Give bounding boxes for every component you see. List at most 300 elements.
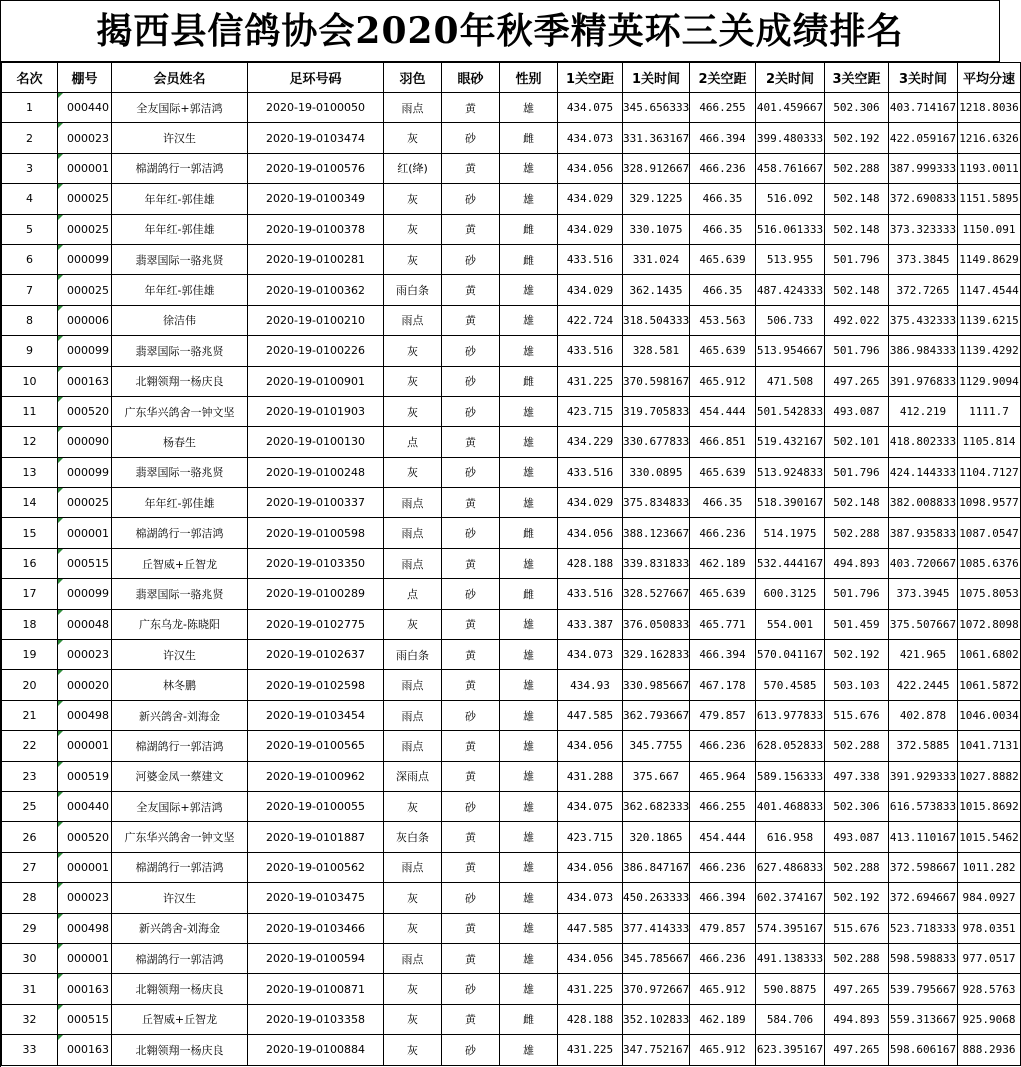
cell-ring-no: 2020-19-0100055	[248, 791, 384, 821]
cell-rank: 29	[2, 913, 58, 943]
cell-loft-no: 000020	[58, 670, 112, 700]
cell-stage3-time: 375.507667	[889, 609, 958, 639]
cell-avg-speed: 1151.5895	[958, 184, 1021, 214]
column-header-sex: 性别	[500, 63, 558, 93]
cell-ring-no: 2020-19-0103350	[248, 548, 384, 578]
cell-stage3-distance: 502.148	[825, 488, 889, 518]
cell-feather-color: 灰	[384, 366, 442, 396]
cell-eye-sand: 砂	[442, 1035, 500, 1065]
column-header-rank: 名次	[2, 63, 58, 93]
cell-stage2-time: 623.395167	[756, 1035, 825, 1065]
cell-loft-no: 000163	[58, 1035, 112, 1065]
table-row	[2, 579, 1021, 609]
cell-rank: 32	[2, 1004, 58, 1034]
cell-eye-sand: 黄	[442, 153, 500, 183]
cell-sex: 雌	[500, 214, 558, 244]
cell-sex: 雌	[500, 518, 558, 548]
cell-stage2-time: 399.480333	[756, 123, 825, 153]
cell-sex: 雌	[500, 244, 558, 274]
cell-stage1-distance: 434.029	[558, 275, 623, 305]
cell-rank: 16	[2, 548, 58, 578]
cell-stage3-distance: 502.148	[825, 184, 889, 214]
cell-stage2-distance: 462.189	[690, 548, 756, 578]
cell-rank: 11	[2, 396, 58, 426]
cell-stage2-time: 616.958	[756, 822, 825, 852]
cell-stage3-distance: 502.306	[825, 93, 889, 123]
cell-stage3-time: 382.008833	[889, 488, 958, 518]
cell-eye-sand: 砂	[442, 883, 500, 913]
cell-feather-color: 灰	[384, 1035, 442, 1065]
cell-rank: 10	[2, 366, 58, 396]
cell-avg-speed: 1150.091	[958, 214, 1021, 244]
column-header-stage3-time: 3关时间	[889, 63, 958, 93]
cell-stage2-distance: 465.964	[690, 761, 756, 791]
cell-stage3-time: 372.694667	[889, 883, 958, 913]
cell-stage3-time: 386.984333	[889, 336, 958, 366]
cell-stage3-distance: 501.796	[825, 244, 889, 274]
cell-eye-sand: 砂	[442, 123, 500, 153]
cell-stage1-distance: 428.188	[558, 548, 623, 578]
table-row	[2, 396, 1021, 426]
table-row	[2, 913, 1021, 943]
cell-avg-speed: 1041.7131	[958, 731, 1021, 761]
cell-loft-no: 000515	[58, 1004, 112, 1034]
cell-stage2-distance: 465.912	[690, 366, 756, 396]
table-row	[2, 427, 1021, 457]
cell-stage3-time: 598.606167	[889, 1035, 958, 1065]
cell-ring-no: 2020-19-0103454	[248, 700, 384, 730]
cell-avg-speed: 888.2936	[958, 1035, 1021, 1065]
cell-feather-color: 灰	[384, 123, 442, 153]
cell-loft-no: 000519	[58, 761, 112, 791]
cell-loft-no: 000498	[58, 913, 112, 943]
cell-stage2-time: 589.156333	[756, 761, 825, 791]
cell-loft-no: 000520	[58, 822, 112, 852]
cell-stage1-time: 377.414333	[623, 913, 690, 943]
cell-stage3-distance: 502.288	[825, 153, 889, 183]
cell-stage2-time: 401.468833	[756, 791, 825, 821]
cell-ring-no: 2020-19-0100130	[248, 427, 384, 457]
cell-sex: 雄	[500, 913, 558, 943]
cell-stage2-distance: 466.35	[690, 488, 756, 518]
cell-stage2-distance: 466.236	[690, 518, 756, 548]
cell-stage1-time: 375.834833	[623, 488, 690, 518]
cell-feather-color: 雨点	[384, 670, 442, 700]
cell-ring-no: 2020-19-0100598	[248, 518, 384, 548]
cell-sex: 雄	[500, 457, 558, 487]
cell-avg-speed: 925.9068	[958, 1004, 1021, 1034]
cell-stage2-distance: 465.771	[690, 609, 756, 639]
table-row	[2, 822, 1021, 852]
cell-stage3-distance: 502.288	[825, 518, 889, 548]
cell-stage3-time: 372.598667	[889, 852, 958, 882]
table-row	[2, 731, 1021, 761]
cell-avg-speed: 1147.4544	[958, 275, 1021, 305]
cell-member-name: 新兴鸽舍-刘海金	[112, 913, 248, 943]
table-row	[2, 974, 1021, 1004]
cell-stage2-time: 519.432167	[756, 427, 825, 457]
cell-loft-no: 000498	[58, 700, 112, 730]
cell-eye-sand: 黄	[442, 1004, 500, 1034]
cell-ring-no: 2020-19-0100349	[248, 184, 384, 214]
cell-ring-no: 2020-19-0103466	[248, 913, 384, 943]
cell-stage1-time: 330.0895	[623, 457, 690, 487]
cell-stage3-distance: 502.192	[825, 883, 889, 913]
cell-feather-color: 雨点	[384, 548, 442, 578]
cell-loft-no: 000001	[58, 852, 112, 882]
cell-member-name: 翡翠国际一骆兆贤	[112, 336, 248, 366]
cell-stage1-time: 331.363167	[623, 123, 690, 153]
cell-stage1-time: 345.785667	[623, 943, 690, 973]
cell-rank: 15	[2, 518, 58, 548]
cell-stage3-distance: 494.893	[825, 1004, 889, 1034]
cell-ring-no: 2020-19-0100337	[248, 488, 384, 518]
cell-stage3-time: 598.598833	[889, 943, 958, 973]
column-header-stage3-distance: 3关空距	[825, 63, 889, 93]
cell-sex: 雄	[500, 427, 558, 457]
cell-sex: 雄	[500, 336, 558, 366]
cell-avg-speed: 1075.8053	[958, 579, 1021, 609]
cell-stage1-time: 388.123667	[623, 518, 690, 548]
cell-stage2-distance: 466.255	[690, 93, 756, 123]
cell-eye-sand: 黄	[442, 427, 500, 457]
cell-stage1-distance: 423.715	[558, 822, 623, 852]
cell-stage1-time: 339.831833	[623, 548, 690, 578]
cell-stage3-distance: 502.306	[825, 791, 889, 821]
cell-stage3-distance: 494.893	[825, 548, 889, 578]
cell-rank: 18	[2, 609, 58, 639]
table-row	[2, 214, 1021, 244]
cell-ring-no: 2020-19-0100871	[248, 974, 384, 1004]
cell-stage1-distance: 434.056	[558, 731, 623, 761]
cell-stage2-time: 491.138333	[756, 943, 825, 973]
cell-member-name: 林冬鹏	[112, 670, 248, 700]
cell-feather-color: 点	[384, 579, 442, 609]
cell-stage3-distance: 497.338	[825, 761, 889, 791]
cell-stage2-distance: 466.236	[690, 731, 756, 761]
cell-avg-speed: 1139.4292	[958, 336, 1021, 366]
cell-member-name: 年年红-郭佳雄	[112, 275, 248, 305]
cell-stage2-distance: 465.639	[690, 244, 756, 274]
cell-rank: 28	[2, 883, 58, 913]
table-row	[2, 153, 1021, 183]
cell-stage2-time: 516.092	[756, 184, 825, 214]
cell-eye-sand: 砂	[442, 457, 500, 487]
cell-eye-sand: 黄	[442, 488, 500, 518]
table-row	[2, 184, 1021, 214]
cell-stage1-distance: 433.516	[558, 579, 623, 609]
cell-rank: 13	[2, 457, 58, 487]
cell-feather-color: 雨点	[384, 852, 442, 882]
cell-stage1-distance: 431.288	[558, 761, 623, 791]
cell-eye-sand: 黄	[442, 761, 500, 791]
cell-stage2-distance: 479.857	[690, 700, 756, 730]
cell-member-name: 棉湖鸽行一郭洁鸿	[112, 852, 248, 882]
cell-sex: 雄	[500, 943, 558, 973]
cell-rank: 9	[2, 336, 58, 366]
cell-rank: 12	[2, 427, 58, 457]
cell-stage1-time: 375.667	[623, 761, 690, 791]
cell-feather-color: 点	[384, 427, 442, 457]
column-header-eye-sand: 眼砂	[442, 63, 500, 93]
cell-ring-no: 2020-19-0100562	[248, 852, 384, 882]
cell-rank: 33	[2, 1035, 58, 1065]
cell-stage1-distance: 434.073	[558, 883, 623, 913]
cell-stage2-time: 532.444167	[756, 548, 825, 578]
cell-loft-no: 000023	[58, 640, 112, 670]
cell-feather-color: 红(绛)	[384, 153, 442, 183]
cell-stage2-distance: 466.394	[690, 123, 756, 153]
cell-sex: 雄	[500, 700, 558, 730]
cell-loft-no: 000006	[58, 305, 112, 335]
cell-eye-sand: 砂	[442, 396, 500, 426]
cell-feather-color: 雨点	[384, 93, 442, 123]
cell-stage2-distance: 466.35	[690, 184, 756, 214]
cell-loft-no: 000440	[58, 93, 112, 123]
cell-ring-no: 2020-19-0100289	[248, 579, 384, 609]
cell-eye-sand: 黄	[442, 913, 500, 943]
cell-stage3-time: 372.690833	[889, 184, 958, 214]
cell-stage3-distance: 502.288	[825, 852, 889, 882]
table-row	[2, 1035, 1021, 1065]
cell-stage3-time: 373.323333	[889, 214, 958, 244]
cell-member-name: 丘智威+丘智龙	[112, 1004, 248, 1034]
cell-avg-speed: 928.5763	[958, 974, 1021, 1004]
cell-rank: 7	[2, 275, 58, 305]
cell-ring-no: 2020-19-0100962	[248, 761, 384, 791]
cell-ring-no: 2020-19-0100050	[248, 93, 384, 123]
cell-ring-no: 2020-19-0100884	[248, 1035, 384, 1065]
cell-stage2-time: 514.1975	[756, 518, 825, 548]
cell-feather-color: 雨点	[384, 488, 442, 518]
cell-eye-sand: 黄	[442, 670, 500, 700]
cell-eye-sand: 黄	[442, 640, 500, 670]
cell-avg-speed: 1061.5872	[958, 670, 1021, 700]
cell-stage1-distance: 434.93	[558, 670, 623, 700]
cell-stage2-distance: 462.189	[690, 1004, 756, 1034]
cell-member-name: 徐洁伟	[112, 305, 248, 335]
cell-feather-color: 灰	[384, 336, 442, 366]
cell-avg-speed: 984.0927	[958, 883, 1021, 913]
cell-stage1-time: 376.050833	[623, 609, 690, 639]
cell-stage2-time: 513.954667	[756, 336, 825, 366]
cell-stage3-time: 418.802333	[889, 427, 958, 457]
cell-eye-sand: 砂	[442, 579, 500, 609]
cell-eye-sand: 黄	[442, 943, 500, 973]
cell-stage3-time: 387.935833	[889, 518, 958, 548]
cell-stage1-time: 328.527667	[623, 579, 690, 609]
cell-avg-speed: 1098.9577	[958, 488, 1021, 518]
cell-avg-speed: 1046.0034	[958, 700, 1021, 730]
cell-stage1-distance: 447.585	[558, 913, 623, 943]
cell-stage1-time: 318.504333	[623, 305, 690, 335]
cell-sex: 雄	[500, 548, 558, 578]
cell-member-name: 年年红-郭佳雄	[112, 214, 248, 244]
cell-stage1-time: 330.677833	[623, 427, 690, 457]
cell-eye-sand: 砂	[442, 518, 500, 548]
cell-stage1-time: 330.985667	[623, 670, 690, 700]
cell-feather-color: 灰	[384, 457, 442, 487]
table-row	[2, 883, 1021, 913]
column-header-stage2-distance: 2关空距	[690, 63, 756, 93]
cell-member-name: 全友国际+郭洁鸿	[112, 791, 248, 821]
table-row	[2, 93, 1021, 123]
cell-loft-no: 000001	[58, 153, 112, 183]
cell-rank: 23	[2, 761, 58, 791]
cell-avg-speed: 1105.814	[958, 427, 1021, 457]
cell-ring-no: 2020-19-0100248	[248, 457, 384, 487]
cell-eye-sand: 黄	[442, 93, 500, 123]
cell-sex: 雌	[500, 1004, 558, 1034]
cell-stage1-distance: 434.056	[558, 518, 623, 548]
cell-stage3-distance: 501.796	[825, 336, 889, 366]
cell-sex: 雌	[500, 366, 558, 396]
cell-stage3-distance: 501.459	[825, 609, 889, 639]
cell-loft-no: 000025	[58, 488, 112, 518]
cell-stage3-time: 375.432333	[889, 305, 958, 335]
cell-member-name: 年年红-郭佳雄	[112, 488, 248, 518]
cell-stage1-time: 370.598167	[623, 366, 690, 396]
column-header-member-name: 会员姓名	[112, 63, 248, 93]
cell-feather-color: 灰	[384, 791, 442, 821]
cell-stage1-distance: 422.724	[558, 305, 623, 335]
cell-stage1-distance: 434.056	[558, 153, 623, 183]
cell-stage2-distance: 479.857	[690, 913, 756, 943]
cell-stage1-distance: 431.225	[558, 366, 623, 396]
cell-ring-no: 2020-19-0103475	[248, 883, 384, 913]
table-row	[2, 244, 1021, 274]
column-header-stage1-distance: 1关空距	[558, 63, 623, 93]
cell-member-name: 年年红-郭佳雄	[112, 184, 248, 214]
cell-rank: 2	[2, 123, 58, 153]
table-row	[2, 123, 1021, 153]
cell-ring-no: 2020-19-0100565	[248, 731, 384, 761]
cell-stage3-time: 373.3845	[889, 244, 958, 274]
cell-eye-sand: 砂	[442, 974, 500, 1004]
cell-stage3-time: 422.2445	[889, 670, 958, 700]
cell-loft-no: 000023	[58, 123, 112, 153]
cell-member-name: 广东华兴鸽舍一钟文坚	[112, 822, 248, 852]
cell-stage2-time: 501.542833	[756, 396, 825, 426]
cell-stage1-distance: 434.056	[558, 943, 623, 973]
cell-ring-no: 2020-19-0100362	[248, 275, 384, 305]
cell-stage1-time: 328.581	[623, 336, 690, 366]
cell-rank: 30	[2, 943, 58, 973]
cell-stage1-distance: 431.225	[558, 1035, 623, 1065]
table-row	[2, 761, 1021, 791]
cell-stage1-time: 329.1225	[623, 184, 690, 214]
cell-stage3-time: 422.059167	[889, 123, 958, 153]
table-row	[2, 700, 1021, 730]
table-row	[2, 852, 1021, 882]
table-row	[2, 943, 1021, 973]
cell-stage3-time: 412.219	[889, 396, 958, 426]
cell-stage3-time: 387.999333	[889, 153, 958, 183]
cell-stage3-time: 372.7265	[889, 275, 958, 305]
cell-sex: 雄	[500, 852, 558, 882]
cell-avg-speed: 1104.7127	[958, 457, 1021, 487]
cell-rank: 6	[2, 244, 58, 274]
cell-stage3-time: 403.720667	[889, 548, 958, 578]
cell-stage2-time: 570.041167	[756, 640, 825, 670]
table-row	[2, 1004, 1021, 1034]
cell-feather-color: 灰	[384, 974, 442, 1004]
column-header-ring-no: 足环号码	[248, 63, 384, 93]
cell-stage3-distance: 503.103	[825, 670, 889, 700]
cell-stage3-time: 424.144333	[889, 457, 958, 487]
cell-sex: 雌	[500, 579, 558, 609]
cell-stage2-distance: 466.394	[690, 883, 756, 913]
cell-eye-sand: 砂	[442, 700, 500, 730]
cell-stage2-time: 574.395167	[756, 913, 825, 943]
cell-member-name: 棉湖鸽行一郭洁鸿	[112, 731, 248, 761]
cell-eye-sand: 砂	[442, 791, 500, 821]
cell-loft-no: 000001	[58, 943, 112, 973]
cell-stage3-time: 403.714167	[889, 93, 958, 123]
cell-stage3-distance: 515.676	[825, 913, 889, 943]
cell-loft-no: 000048	[58, 609, 112, 639]
cell-member-name: 广东乌龙-陈晓阳	[112, 609, 248, 639]
cell-stage2-distance: 454.444	[690, 822, 756, 852]
cell-ring-no: 2020-19-0102598	[248, 670, 384, 700]
cell-stage1-time: 450.263333	[623, 883, 690, 913]
table-row	[2, 640, 1021, 670]
cell-avg-speed: 1218.8036	[958, 93, 1021, 123]
cell-member-name: 棉湖鸽行一郭洁鸿	[112, 943, 248, 973]
cell-sex: 雄	[500, 1035, 558, 1065]
cell-eye-sand: 黄	[442, 275, 500, 305]
cell-loft-no: 000515	[58, 548, 112, 578]
cell-avg-speed: 1015.5462	[958, 822, 1021, 852]
cell-stage2-time: 584.706	[756, 1004, 825, 1034]
cell-stage1-distance: 434.029	[558, 214, 623, 244]
cell-loft-no: 000099	[58, 336, 112, 366]
column-header-loft-no: 棚号	[58, 63, 112, 93]
cell-stage2-time: 487.424333	[756, 275, 825, 305]
cell-stage2-time: 570.4585	[756, 670, 825, 700]
cell-avg-speed: 1139.6215	[958, 305, 1021, 335]
cell-ring-no: 2020-19-0100576	[248, 153, 384, 183]
cell-member-name: 翡翠国际一骆兆贤	[112, 457, 248, 487]
cell-stage2-time: 513.955	[756, 244, 825, 274]
cell-member-name: 北翱领翔一杨庆良	[112, 366, 248, 396]
cell-stage1-distance: 434.229	[558, 427, 623, 457]
cell-feather-color: 灰白条	[384, 822, 442, 852]
cell-stage2-time: 471.508	[756, 366, 825, 396]
cell-loft-no: 000090	[58, 427, 112, 457]
cell-stage1-time: 345.656333	[623, 93, 690, 123]
cell-ring-no: 2020-19-0102637	[248, 640, 384, 670]
cell-rank: 25	[2, 791, 58, 821]
cell-stage1-distance: 433.516	[558, 336, 623, 366]
cell-stage2-distance: 465.912	[690, 1035, 756, 1065]
cell-loft-no: 000001	[58, 731, 112, 761]
cell-stage2-distance: 466.236	[690, 852, 756, 882]
cell-stage3-distance: 501.796	[825, 457, 889, 487]
cell-stage1-time: 362.1435	[623, 275, 690, 305]
cell-ring-no: 2020-19-0103474	[248, 123, 384, 153]
cell-avg-speed: 1129.9094	[958, 366, 1021, 396]
cell-eye-sand: 砂	[442, 366, 500, 396]
cell-stage2-time: 518.390167	[756, 488, 825, 518]
cell-stage3-distance: 502.148	[825, 214, 889, 244]
cell-eye-sand: 砂	[442, 336, 500, 366]
cell-sex: 雄	[500, 822, 558, 852]
cell-stage3-distance: 492.022	[825, 305, 889, 335]
cell-feather-color: 灰	[384, 184, 442, 214]
cell-stage2-distance: 465.912	[690, 974, 756, 1004]
cell-stage2-distance: 453.563	[690, 305, 756, 335]
